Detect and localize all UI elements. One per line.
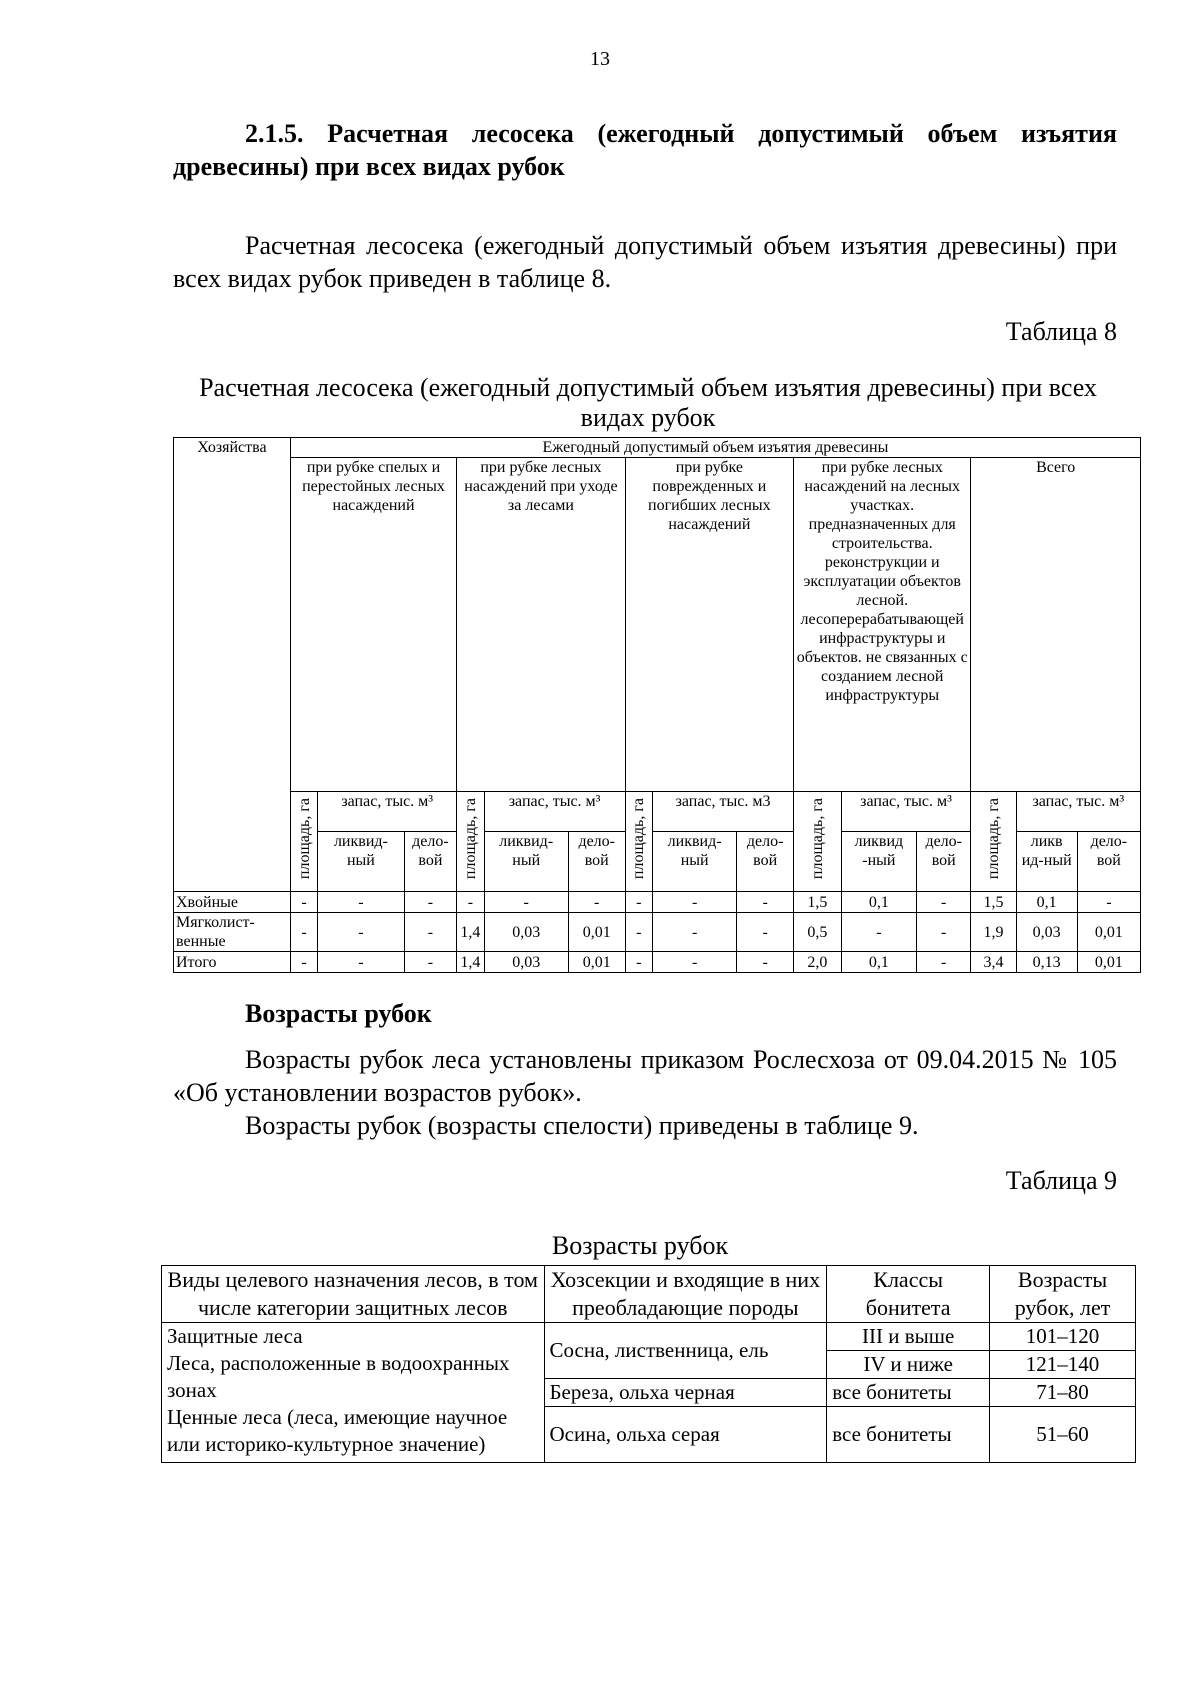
ages-paragraph-1: Возрасты рубок леса установлены приказом Рослесхоза от 09.04.2015 № 105 «Об установлении возрастов рубок». [173,1045,1117,1107]
liquid-header: ликвид-ный [484,832,568,892]
table8-caption: Расчетная лесосека (ежегодный допустимый объем изъятия древесины) при всех видах рубок [199,373,1097,432]
table-cell: - [290,892,317,913]
table-cell: 0,03 [484,952,568,973]
table9-header: Возрасты рубок, лет [990,1266,1136,1323]
liquid-header: ликвид -ный [841,832,916,892]
section-cell: Сосна, лиственница, ель [544,1323,827,1379]
table-cell: 0,03 [484,913,568,952]
bonitet-cell: III и выше [827,1323,990,1351]
stock-header: запас, тыс. м3 [653,792,794,832]
table-cell: 0,1 [841,892,916,913]
table-cell: - [653,913,737,952]
table-cell: - [625,913,652,952]
table-cell: - [917,913,971,952]
stock-header: запас, тыс. м³ [484,792,625,832]
table-cell: - [404,952,457,973]
forest-type: Леса, расположенные в водоохранных зонах [167,1351,510,1402]
table-cell: - [737,913,794,952]
business-header: дело-вой [737,832,794,892]
table-cell: - [737,952,794,973]
table-cell: 0,5 [794,913,842,952]
group-header: при рубке поврежденных и погибших лесных насаждений [625,458,793,792]
table-cell: 0,1 [1016,892,1077,913]
table-row [174,913,1141,952]
stock-header: запас, тыс. м³ [1016,792,1140,832]
table-cell: 0,13 [1016,952,1077,973]
group-header: при рубке спелых и перестойных лесных насаждений [290,458,456,792]
bonitet-cell: IV и ниже [827,1351,990,1379]
business-header: дело-вой [1077,832,1140,892]
table-cell: 0,01 [1077,952,1140,973]
bonitet-cell: все бонитеты [827,1379,990,1407]
page-number: 13 [590,48,610,70]
table-cell: 1,4 [457,952,484,973]
row-name: Итого [174,952,291,973]
liquid-header: ликв ид-ный [1016,832,1077,892]
age-cell: 121–140 [990,1351,1136,1379]
forest-type: Ценные леса (леса, имеющие научное или историко-культурное значение) [167,1405,508,1456]
table-cell: - [484,892,568,913]
table-cell: 1,4 [457,913,484,952]
group-header: при рубке лесных насаждений при уходе за лесами [457,458,625,792]
table-cell: 1,5 [971,892,1016,913]
row-name: Хвойные [174,892,291,913]
table-cell: 1,9 [971,913,1016,952]
section-cell: Береза, ольха черная [544,1379,827,1407]
forest-type: Защитные леса [167,1324,303,1348]
business-header: дело-вой [917,832,971,892]
table-cell: - [841,913,916,952]
table-cell: 0,03 [1016,913,1077,952]
table-cell: - [1077,892,1140,913]
table-cell: - [290,952,317,973]
section-cell: Осина, ольха серая [544,1407,827,1463]
group-header: при рубке лесных насаждений на лесных участках. предназначенных для строительства. реконструкции и эксплуатации объектов лесной. лесоперерабатывающей инфраструктуры и объектов. не связанных с созданием лесной инфраструктуры [794,458,971,792]
col-farm-header: Хозяйства [174,438,291,892]
age-cell: 71–80 [990,1379,1136,1407]
table-cell: 3,4 [971,952,1016,973]
table8-label: Таблица 8 [1005,317,1117,346]
ages-paragraph-2: Возрасты рубок (возрасты спелости) приведены в таблице 9. [245,1111,919,1140]
table-cell: - [625,952,652,973]
table-cell: - [737,892,794,913]
area-header: площадь, га [290,792,317,892]
row-name: Мягколист-венные [174,913,291,952]
table9-caption: Возрасты рубок [551,1231,729,1260]
table-cell: - [625,892,652,913]
table9 [161,1265,1136,1463]
age-cell: 51–60 [990,1407,1136,1463]
table-cell: - [318,892,404,913]
table-cell: - [318,952,404,973]
table-cell: 0,01 [568,952,625,973]
table-cell: - [653,892,737,913]
business-header: дело-вой [404,832,457,892]
area-header: площадь, га [794,792,842,892]
age-cell: 101–120 [990,1323,1136,1351]
table-cell: - [568,892,625,913]
table-cell: - [290,913,317,952]
bonitet-cell: все бонитеты [827,1407,990,1463]
liquid-header: ликвид-ный [653,832,737,892]
ages-heading: Возрасты рубок [245,999,432,1028]
table9-label: Таблица 9 [1005,1166,1117,1195]
table8-body [174,892,1141,973]
table-cell: 2,0 [794,952,842,973]
table-cell: - [318,913,404,952]
table9-header: Классы бонитета [827,1266,990,1323]
stock-header: запас, тыс. м³ [841,792,971,832]
table-row [174,892,1141,913]
forest-types-cell [162,1323,545,1463]
group-header: Всего [971,458,1141,792]
table9-header: Хозсекции и входящие в них преобладающие породы [544,1266,827,1323]
area-header: площадь, га [971,792,1016,892]
liquid-header: ликвид-ный [318,832,404,892]
table8 [173,437,1141,973]
table-row [174,952,1141,973]
table-cell: 0,1 [841,952,916,973]
table-cell: - [917,952,971,973]
table-cell: - [404,892,457,913]
section-paragraph: Расчетная лесосека (ежегодный допустимый объем изъятия древесины) при всех видах рубок приведен в таблице 8. [173,231,1117,293]
business-header: дело-вой [568,832,625,892]
table-cell: - [653,952,737,973]
stock-header: запас, тыс. м³ [318,792,457,832]
area-header: площадь, га [457,792,484,892]
table-cell: 0,01 [568,913,625,952]
table9-header: Виды целевого назначения лесов, в том числе категории защитных лесов [162,1266,545,1323]
col-main-header: Ежегодный допустимый объем изъятия древесины [290,438,1140,458]
table-cell: 0,01 [1077,913,1140,952]
section-heading: 2.1.5. Расчетная лесосека (ежегодный допустимый объем изъятия древесины) при всех видах рубок [173,119,1117,181]
area-header: площадь, га [625,792,652,892]
table-cell: - [404,913,457,952]
table-cell: - [457,892,484,913]
table-cell: 1,5 [794,892,842,913]
table-cell: - [917,892,971,913]
